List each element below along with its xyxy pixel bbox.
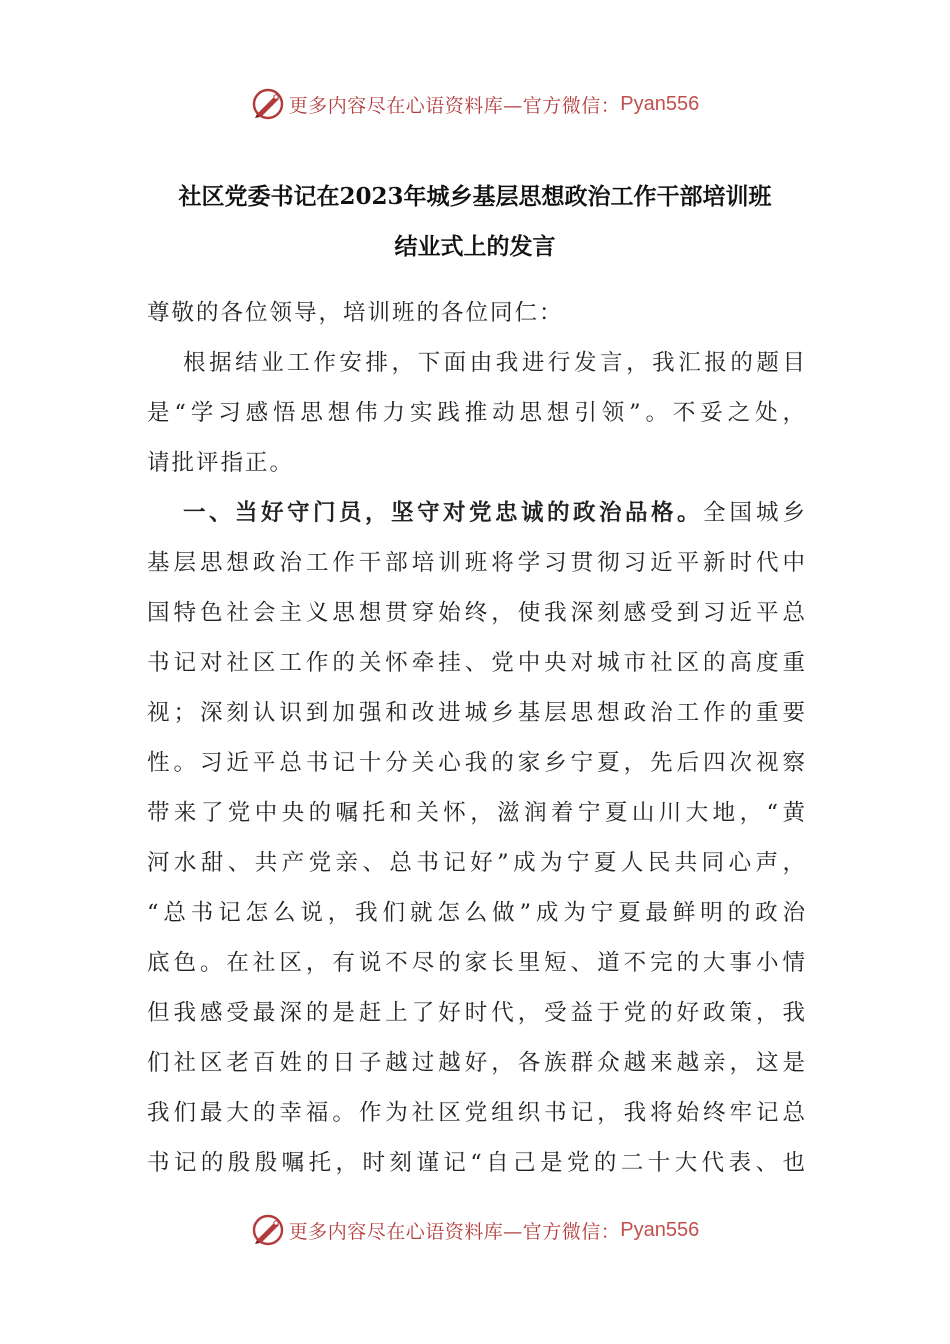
body-line: 底色。在社区，有说不尽的家长里短、道不完的大事小情 [147, 950, 807, 976]
body-line: 们社区老百姓的日子越过越好，各族群众越来越亲，这是 [147, 1050, 807, 1076]
body-line: “总书记怎么说，我们就怎么做”成为宁夏最鲜明的政治 [147, 900, 807, 926]
banner-wechat-id: Pyan556 [620, 92, 700, 115]
pen-logo-icon [251, 87, 285, 121]
document-title-line2: 结业式上的发言 [394, 233, 556, 260]
body-line: 基层思想政治工作干部培训班将学习贯彻习近平新时代中 [147, 550, 807, 576]
body-line: 书记对社区工作的关怀牵挂、党中央对城市社区的高度重 [147, 650, 807, 676]
body-line: 国特色社会主义思想贯穿始终，使我深刻感受到习近平总 [147, 600, 807, 626]
body-line: 河水甜、共产党亲、总书记好”成为宁夏人民共同心声， [147, 850, 807, 876]
header-banner [0, 84, 950, 124]
body-line: 视；深刻认识到加强和改进城乡基层思想政治工作的重要 [147, 700, 807, 726]
intro-line: 请批评指正。 [147, 450, 295, 476]
body-line: 书记的殷殷嘱托，时刻谨记“自己是党的二十大代表、也 [147, 1150, 807, 1176]
banner-wechat-id: Pyan556 [620, 1218, 700, 1241]
body-line: 带来了党中央的嘱托和关怀，滋润着宁夏山川大地，“黄 [147, 800, 807, 826]
pen-logo-icon [251, 1213, 285, 1247]
document-body [147, 288, 807, 1188]
intro-line: 根据结业工作安排，下面由我进行发言，我汇报的题目 [183, 350, 807, 376]
section1-heading: 一、当好守门员，坚守对党忠诚的政治品格。 [183, 500, 703, 526]
section1-first-line-rest: 全国城乡 [702, 500, 807, 526]
footer-banner [0, 1210, 950, 1250]
body-line: 我们最大的幸福。作为社区党组织书记，我将始终牢记总 [147, 1100, 807, 1126]
banner-slogan: 更多内容尽在心语资料库—官方微信： [288, 1220, 621, 1243]
intro-line: 是“学习感悟思想伟力实践推动思想引领”。不妥之处， [147, 400, 807, 426]
banner-slogan: 更多内容尽在心语资料库—官方微信： [288, 94, 621, 117]
body-line: 性。习近平总书记十分关心我的家乡宁夏，先后四次视察 [147, 750, 807, 776]
document-title-line1: 社区党委书记在2023年城乡基层思想政治工作干部培训班 [178, 183, 772, 210]
section1-first-line [147, 488, 807, 538]
body-line: 但我感受最深的是赶上了好时代，受益于党的好政策，我 [147, 1000, 807, 1026]
salutation: 尊敬的各位领导，培训班的各位同仁： [147, 300, 564, 326]
